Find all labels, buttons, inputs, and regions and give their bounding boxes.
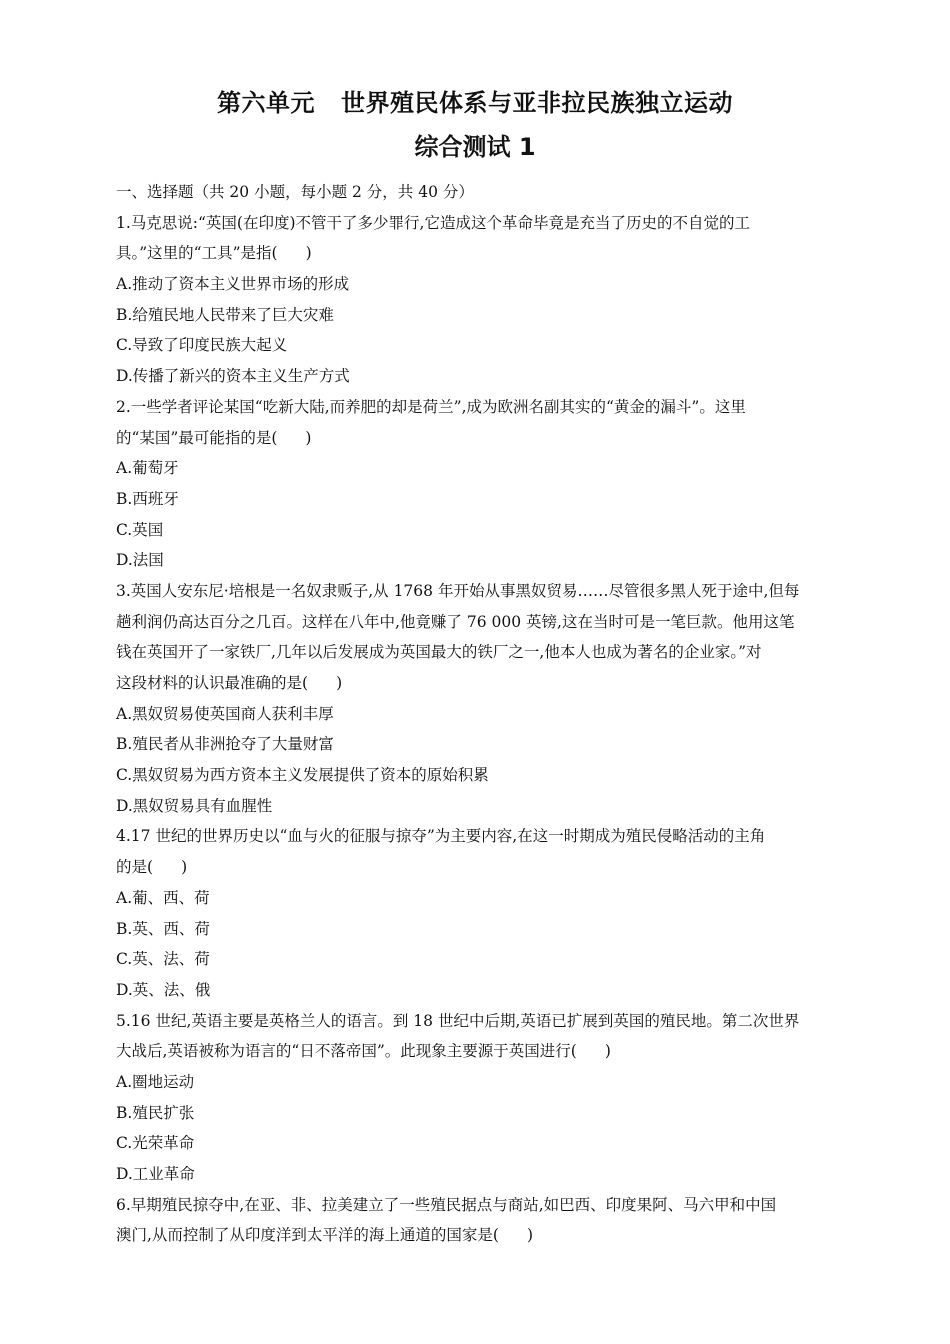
closing-paren: ) bbox=[305, 244, 312, 263]
question-line bbox=[116, 238, 836, 269]
question-5 bbox=[116, 1006, 836, 1190]
question-line-text: 澳门,从而控制了从印度洋到太平洋的海上通道的国家是( bbox=[116, 1226, 499, 1245]
closing-paren: ) bbox=[526, 1226, 534, 1245]
question-4 bbox=[116, 821, 836, 1005]
question-line-text: 大战后,英语被称为语言的“日不落帝国”。此现象主要源于英国进行( bbox=[116, 1042, 577, 1061]
option-b: B.西班牙 bbox=[116, 489, 179, 508]
section-header: 一、选择题（共 20 小题，每小题 2 分，共 40 分） bbox=[116, 183, 474, 201]
question-line bbox=[116, 1036, 836, 1067]
option-c: C.英国 bbox=[116, 520, 164, 539]
option-c: C.导致了印度民族大起义 bbox=[116, 336, 288, 355]
question-line bbox=[116, 852, 836, 883]
option-d: D.黑奴贸易具有血腥性 bbox=[116, 796, 273, 815]
question-line bbox=[116, 668, 836, 699]
option-d: D.法国 bbox=[116, 551, 164, 570]
option-c: C.英、法、荷 bbox=[116, 950, 210, 969]
option-a: A.推动了资本主义世界市场的形成 bbox=[116, 275, 350, 294]
option-d: D.传播了新兴的资本主义生产方式 bbox=[116, 367, 350, 386]
question-line: 2.一些学者评论某国“吃新大陆,而养肥的却是荷兰”,成为欧洲名副其实的“黄金的漏斗”。这里 bbox=[116, 397, 746, 416]
option-a: A.圈地运动 bbox=[116, 1072, 195, 1091]
question-1 bbox=[116, 208, 836, 392]
option-b: B.殖民者从非洲抢夺了大量财富 bbox=[116, 735, 334, 754]
question-2 bbox=[116, 392, 836, 576]
question-line bbox=[116, 1220, 836, 1251]
question-line-text: 这段材料的认识最准确的是( bbox=[116, 674, 309, 692]
closing-paren: ) bbox=[604, 1042, 611, 1061]
closing-paren: ) bbox=[336, 674, 343, 692]
question-6 bbox=[116, 1190, 836, 1251]
question-list bbox=[116, 177, 836, 1251]
test-title: 综合测试 1 bbox=[414, 133, 536, 161]
question-line-text: 具。”这里的“工具”是指( bbox=[116, 244, 278, 263]
closing-paren: ) bbox=[305, 428, 312, 447]
question-line: 1.马克思说:“英国(在印度)不管干了多少罪行,它造成这个革命毕竟是充当了历史的不自觉的工 bbox=[116, 213, 750, 232]
option-c: C.光荣革命 bbox=[116, 1134, 195, 1153]
question-line bbox=[116, 423, 836, 454]
question-line: 4.17 世纪的世界历史以“血与火的征服与掠夺”为主要内容,在这一时期成为殖民侵略活动的主角 bbox=[116, 827, 766, 846]
question-3 bbox=[116, 576, 836, 822]
option-b: B.英、西、荷 bbox=[116, 919, 210, 938]
question-line: 钱在英国开了一家铁厂,几年以后发展成为英国最大的铁厂之一,他本人也成为著名的企业家。”对 bbox=[116, 643, 762, 662]
option-d: D.英、法、俄 bbox=[116, 980, 211, 999]
question-line-text: 的是( bbox=[116, 858, 154, 877]
option-b: B.殖民扩张 bbox=[116, 1103, 195, 1122]
option-a: A.葡萄牙 bbox=[116, 459, 179, 478]
question-line: 5.16 世纪,英语主要是英格兰人的语言。到 18 世纪中后期,英语已扩展到英国的殖民地。第二次世界 bbox=[116, 1011, 800, 1030]
unit-title bbox=[0, 88, 950, 118]
option-a: A.葡、西、荷 bbox=[116, 888, 210, 907]
question-line: 3.英国人安东尼·培根是一名奴隶贩子,从 1768 年开始从事黑奴贸易……尽管很多黑人死于途中,但每 bbox=[116, 581, 800, 600]
option-b: B.给殖民地人民带来了巨大灾难 bbox=[116, 305, 334, 324]
option-d: D.工业革命 bbox=[116, 1165, 195, 1183]
question-line: 6.早期殖民掠夺中,在亚、非、拉美建立了一些殖民据点与商站,如巴西、印度果阿、马六甲和中国 bbox=[116, 1195, 777, 1214]
option-a: A.黑奴贸易使英国商人获利丰厚 bbox=[116, 704, 334, 723]
option-c: C.黑奴贸易为西方资本主义发展提供了资本的原始积累 bbox=[116, 766, 489, 785]
question-line-text: 的“某国”最可能指的是( bbox=[116, 428, 278, 447]
closing-paren: ) bbox=[181, 858, 188, 877]
unit-number: 第六单元 bbox=[217, 89, 315, 117]
unit-topic: 世界殖民体系与亚非拉民族独立运动 bbox=[341, 89, 733, 117]
question-line: 趟利润仍高达百分之几百。这样在八年中,他竟赚了 76 000 英镑,这在当时可是一笔巨款。他用这笔 bbox=[116, 612, 795, 631]
